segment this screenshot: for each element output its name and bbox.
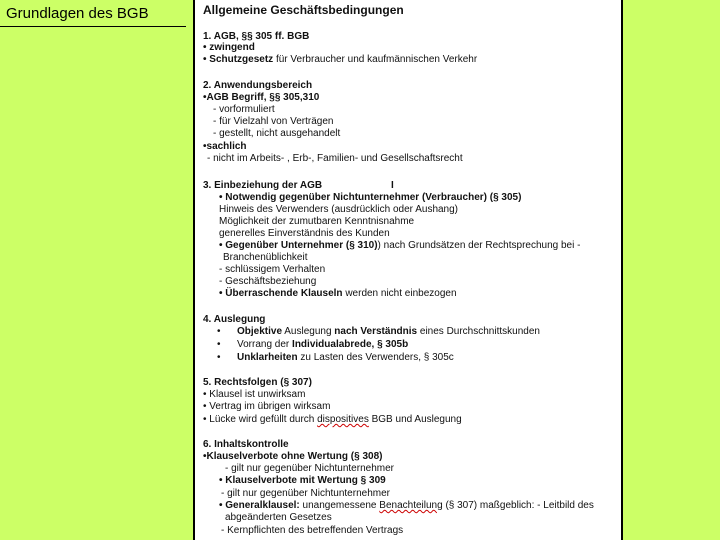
section-4-line-2-text: Vorrang der — [237, 339, 293, 350]
section-4-bullet-3: • — [217, 352, 221, 363]
section-3-line-6: Branchenüblichkeit — [223, 252, 308, 263]
section-4-heading: 4. Auslegung — [203, 314, 266, 325]
section-3-line-8: - Geschäftsbeziehung — [219, 276, 317, 287]
section-3-line-5-bold: • Gegenüber Unternehmer (§ 310) — [219, 240, 378, 251]
section-5-line-2: • Vertrag im übrigen wirksam — [203, 401, 331, 412]
section-3-line-5 — [219, 240, 580, 251]
section-4-line-1-bold-a: Objektive — [237, 326, 283, 337]
section-6-line-2: - gilt nur gegenüber Nichtunternehmer — [225, 463, 394, 474]
section-1-line-1: • zwingend — [203, 42, 255, 53]
section-4-line-3-bold: Unklarheiten — [237, 352, 298, 363]
section-3-line-7: - schlüssigem Verhalten — [219, 264, 326, 275]
section-5-heading: 5. Rechtsfolgen (§ 307) — [203, 377, 312, 388]
section-6-line-4: - gilt nur gegenüber Nichtunternehmer — [221, 488, 390, 499]
section-4-line-2 — [237, 339, 408, 350]
section-3-line-1: • Notwendig gegenüber Nichtunternehmer (Verbraucher) (§ 305) — [219, 192, 522, 203]
section-4-line-1-text-a: Auslegung — [282, 326, 335, 337]
section-4-line-3-text: zu Lasten des Verwenders, § 305c — [297, 352, 454, 363]
section-3-line-9 — [219, 288, 457, 299]
section-1-heading: 1. AGB, §§ 305 ff. BGB — [203, 31, 310, 42]
section-3-line-4: generelles Einverständnis des Kunden — [219, 228, 390, 239]
doc-title: Allgemeine Geschäftsbedingungen — [203, 3, 404, 17]
section-2-line-1: •AGB Begriff, §§ 305,310 — [203, 92, 320, 103]
section-6-line-5 — [219, 500, 594, 511]
section-2-line-3: - für Vielzahl von Verträgen — [213, 116, 334, 127]
section-1-line-2 — [203, 54, 477, 65]
section-3-mark: I — [391, 180, 394, 191]
section-4-line-3 — [237, 352, 454, 363]
section-1-line-2-bold: • Schutzgesetz — [203, 54, 274, 65]
section-4-line-1-text-b: eines Durchschnittskunden — [417, 326, 540, 337]
section-3-line-2: Hinweis des Verwenders (ausdrücklich oder Aushang) — [219, 204, 459, 215]
section-4-bullet-2: • — [217, 339, 221, 350]
section-3-line-3: Möglichkeit der zumutbaren Kenntnisnahme — [219, 216, 415, 227]
document-page — [193, 0, 623, 540]
section-4-line-1 — [237, 326, 540, 337]
section-5-line-3 — [203, 414, 462, 425]
section-4-line-2-bold: Individualabrede, § 305b — [292, 339, 409, 350]
section-4-line-1-bold-b: nach Verständnis — [334, 326, 418, 337]
slide-title: Grundlagen des BGB — [6, 5, 149, 22]
section-2-line-6: - nicht im Arbeits- , Erb-, Familien- und Gesellschaftsrecht — [207, 153, 463, 164]
section-2-heading: 2. Anwendungsbereich — [203, 80, 313, 91]
section-6-line-1: •Klauselverbote ohne Wertung (§ 308) — [203, 451, 383, 462]
section-6-line-3: • Klauselverbote mit Wertung § 309 — [219, 475, 386, 486]
section-5-line-3-flagged-word: dispositives — [317, 414, 369, 425]
section-6-line-5-text-a: unangemessene — [299, 500, 380, 511]
section-2-line-4: - gestellt, nicht ausgehandelt — [213, 128, 341, 139]
section-5-line-1: • Klausel ist unwirksam — [203, 389, 306, 400]
section-2-line-2: - vorformuliert — [213, 104, 275, 115]
section-3-line-9-rest: werden nicht einbezogen — [342, 288, 457, 299]
section-3-line-9-bold: • Überraschende Klauseln — [219, 288, 343, 299]
section-6-line-7: - Kernpflichten des betreffenden Vertrags — [221, 525, 404, 536]
section-1-line-2-rest: für Verbraucher und kaufmännischen Verkehr — [273, 54, 478, 65]
section-2-line-5: •sachlich — [203, 141, 247, 152]
section-5-line-3-text-b: BGB und Auslegung — [368, 414, 462, 425]
section-6-line-5-bold: • Generalklausel: — [219, 500, 300, 511]
section-6-line-6: abgeänderten Gesetzes — [225, 512, 332, 523]
title-underline — [0, 26, 186, 27]
section-6-line-5-flagged-word: Benachteilung — [379, 500, 443, 511]
section-6-heading: 6. Inhaltskontrolle — [203, 439, 289, 450]
section-6-line-5-text-b: (§ 307) maßgeblich: - Leitbild des — [442, 500, 594, 511]
section-3-heading: 3. Einbeziehung der AGB — [203, 180, 323, 191]
section-5-line-3-text-a: • Lücke wird gefüllt durch — [203, 414, 318, 425]
section-3-line-5-rest: ) nach Grundsätzen der Rechtsprechung bei - — [377, 240, 581, 251]
section-4-bullet-1: • — [217, 326, 221, 337]
